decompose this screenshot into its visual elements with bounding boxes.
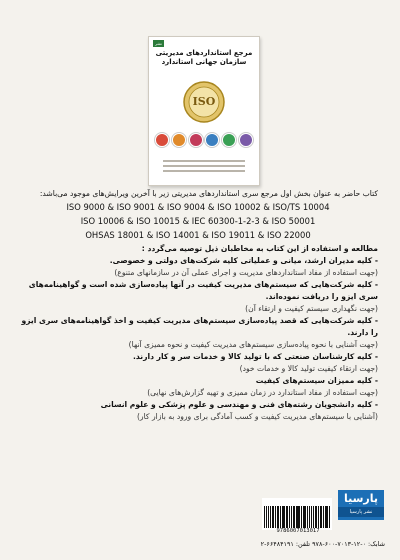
barcode-bar xyxy=(315,506,317,528)
audience-item: - کلیه کارشناسان صنعتی که با تولید کالا و خدمات سر و کار دارند. xyxy=(132,352,378,361)
audience-note: (جهت استفاده از مفاد استانداردهای مدیریت و اجرای عملی آن در سازمانهای متنوع) xyxy=(114,268,378,277)
barcode-bar xyxy=(318,506,319,528)
seal-icon xyxy=(172,133,186,147)
barcode-bar xyxy=(289,506,290,528)
seal-icon xyxy=(239,133,253,147)
barcode-bar xyxy=(283,506,285,528)
barcode-bar xyxy=(275,506,276,528)
seal-icon xyxy=(189,133,203,147)
barcode-bar xyxy=(309,506,311,528)
barcode-bar xyxy=(311,506,312,528)
barcode-bar xyxy=(307,506,308,528)
barcode-bar xyxy=(296,506,297,528)
thumbnail-brand: نشر xyxy=(155,41,162,46)
intro-paragraph: کتاب حاضر به عنوان بخش اول مرجع سری استانداردهای مدیریتی زیر با آخرین ویرایش‌های موجود می‌باشد: xyxy=(39,189,378,198)
barcode-bar xyxy=(303,506,304,528)
barcode-bar xyxy=(313,506,314,528)
iso-seal-icon xyxy=(183,81,225,123)
standards-line-3: OHSAS 18001 & ISO 14001 & ISO 19011 & ISO 22000 xyxy=(85,230,311,240)
barcode-bar xyxy=(291,506,292,528)
isbn-line: شابک: ۰-۱۲-۷۰۱۳-۶۰۰-۹۷۸ تلفن: ۶۶۴۸۴۱۹۱-۲ xyxy=(260,540,385,548)
barcode-bar xyxy=(304,506,306,528)
barcode-bar xyxy=(272,506,274,528)
barcode-digits: 9786007013017 xyxy=(276,528,320,534)
thumbnail-title xyxy=(153,49,255,67)
barcode-bar xyxy=(264,506,265,528)
audience-note: (جهت آشنایی با نحوه پیاده‌سازی سیستم‌های مدیریت کیفیت و نحوه ممیزی آنها) xyxy=(128,340,378,349)
barcode-bar xyxy=(301,506,302,528)
seal-icon xyxy=(222,133,236,147)
barcode-bar xyxy=(320,506,322,528)
thumbnail-caption-lines xyxy=(163,157,245,175)
barcode xyxy=(262,498,332,530)
audience-item: - کلیه دانشجویان رشته‌های فنی و مهندسی و علوم پزشکی و علوم انسانی xyxy=(100,400,378,409)
publisher-logo-mark: پارسیا xyxy=(343,492,379,505)
barcode-bar xyxy=(268,506,269,528)
barcode-bar xyxy=(323,506,324,528)
publisher-logo-sub: نشر پارسیا xyxy=(338,507,384,517)
barcode-bar xyxy=(270,506,271,528)
audience-note: (جهت نگهداری سیستم کیفیت و ارتقاء آن) xyxy=(245,304,378,313)
barcode-bar xyxy=(286,506,288,528)
standards-line-1: ISO 9000 & ISO 9001 & ISO 9004 & ISO 10002 & ISO/TS 10004 xyxy=(66,202,330,212)
audience-note: (جهت ارتقاء کیفیت تولید کالا و خدمات خود) xyxy=(239,364,378,373)
barcode-bar xyxy=(325,506,326,528)
audience-note: (آشنایی با سیستم‌های مدیریت کیفیت و کسب آمادگی برای ورود به بازار کار) xyxy=(136,412,378,421)
audience-item: - کلیه مدیران ارشد، میانی و عملیاتی کلیه شرکت‌های دولتی و خصوصی. xyxy=(109,256,378,265)
audience-item: - کلیه شرکت‌هایی که قصد پیاده‌سازی سیستم‌های مدیریت کیفیت و اخذ گواهینامه‌های سری ایزو را دارند. xyxy=(21,316,378,337)
description-text xyxy=(18,188,378,423)
barcode-bar xyxy=(326,506,328,528)
audience-item: - کلیه شرکت‌هایی که سیستم‌های مدیریت کیفیت در آنها پیاده‌سازی شده است و گواهینامه‌های سری ایزو را دریافت نموده‌اند. xyxy=(28,280,378,301)
standards-line-2: ISO 10006 & ISO 10015 & IEC 60300-1-2-3 & ISO 50001 xyxy=(80,216,316,226)
seal-icon xyxy=(155,133,169,147)
audience-intro: مطالعه و استفاده از این کتاب به مخاطبان ذیل توصیه می‌گردد : xyxy=(141,244,378,253)
barcode-bar xyxy=(293,506,295,528)
certification-seals xyxy=(155,133,253,147)
barcode-bar xyxy=(297,506,299,528)
thumbnail-title-line2: سازمان جهانی استاندارد xyxy=(161,58,247,66)
thumbnail-title-line1: مرجع استانداردهای مدیریتی xyxy=(155,49,253,57)
audience-note: (جهت استفاده از مفاد استاندارد در زمان ممیزی و تهیه گزارش‌های نهایی) xyxy=(147,388,378,397)
book-thumbnail xyxy=(148,36,260,186)
publisher-logo xyxy=(338,490,384,520)
barcode-bar xyxy=(282,506,283,528)
barcode-bar xyxy=(280,506,281,528)
seal-icon xyxy=(205,133,219,147)
barcode-bar xyxy=(277,506,279,528)
barcode-bar xyxy=(266,506,268,528)
barcode-bar xyxy=(329,506,330,528)
iso-logo-text: ISO xyxy=(192,95,216,108)
audience-item: - کلیه ممیزان سیستم‌های کیفیت xyxy=(255,376,378,385)
